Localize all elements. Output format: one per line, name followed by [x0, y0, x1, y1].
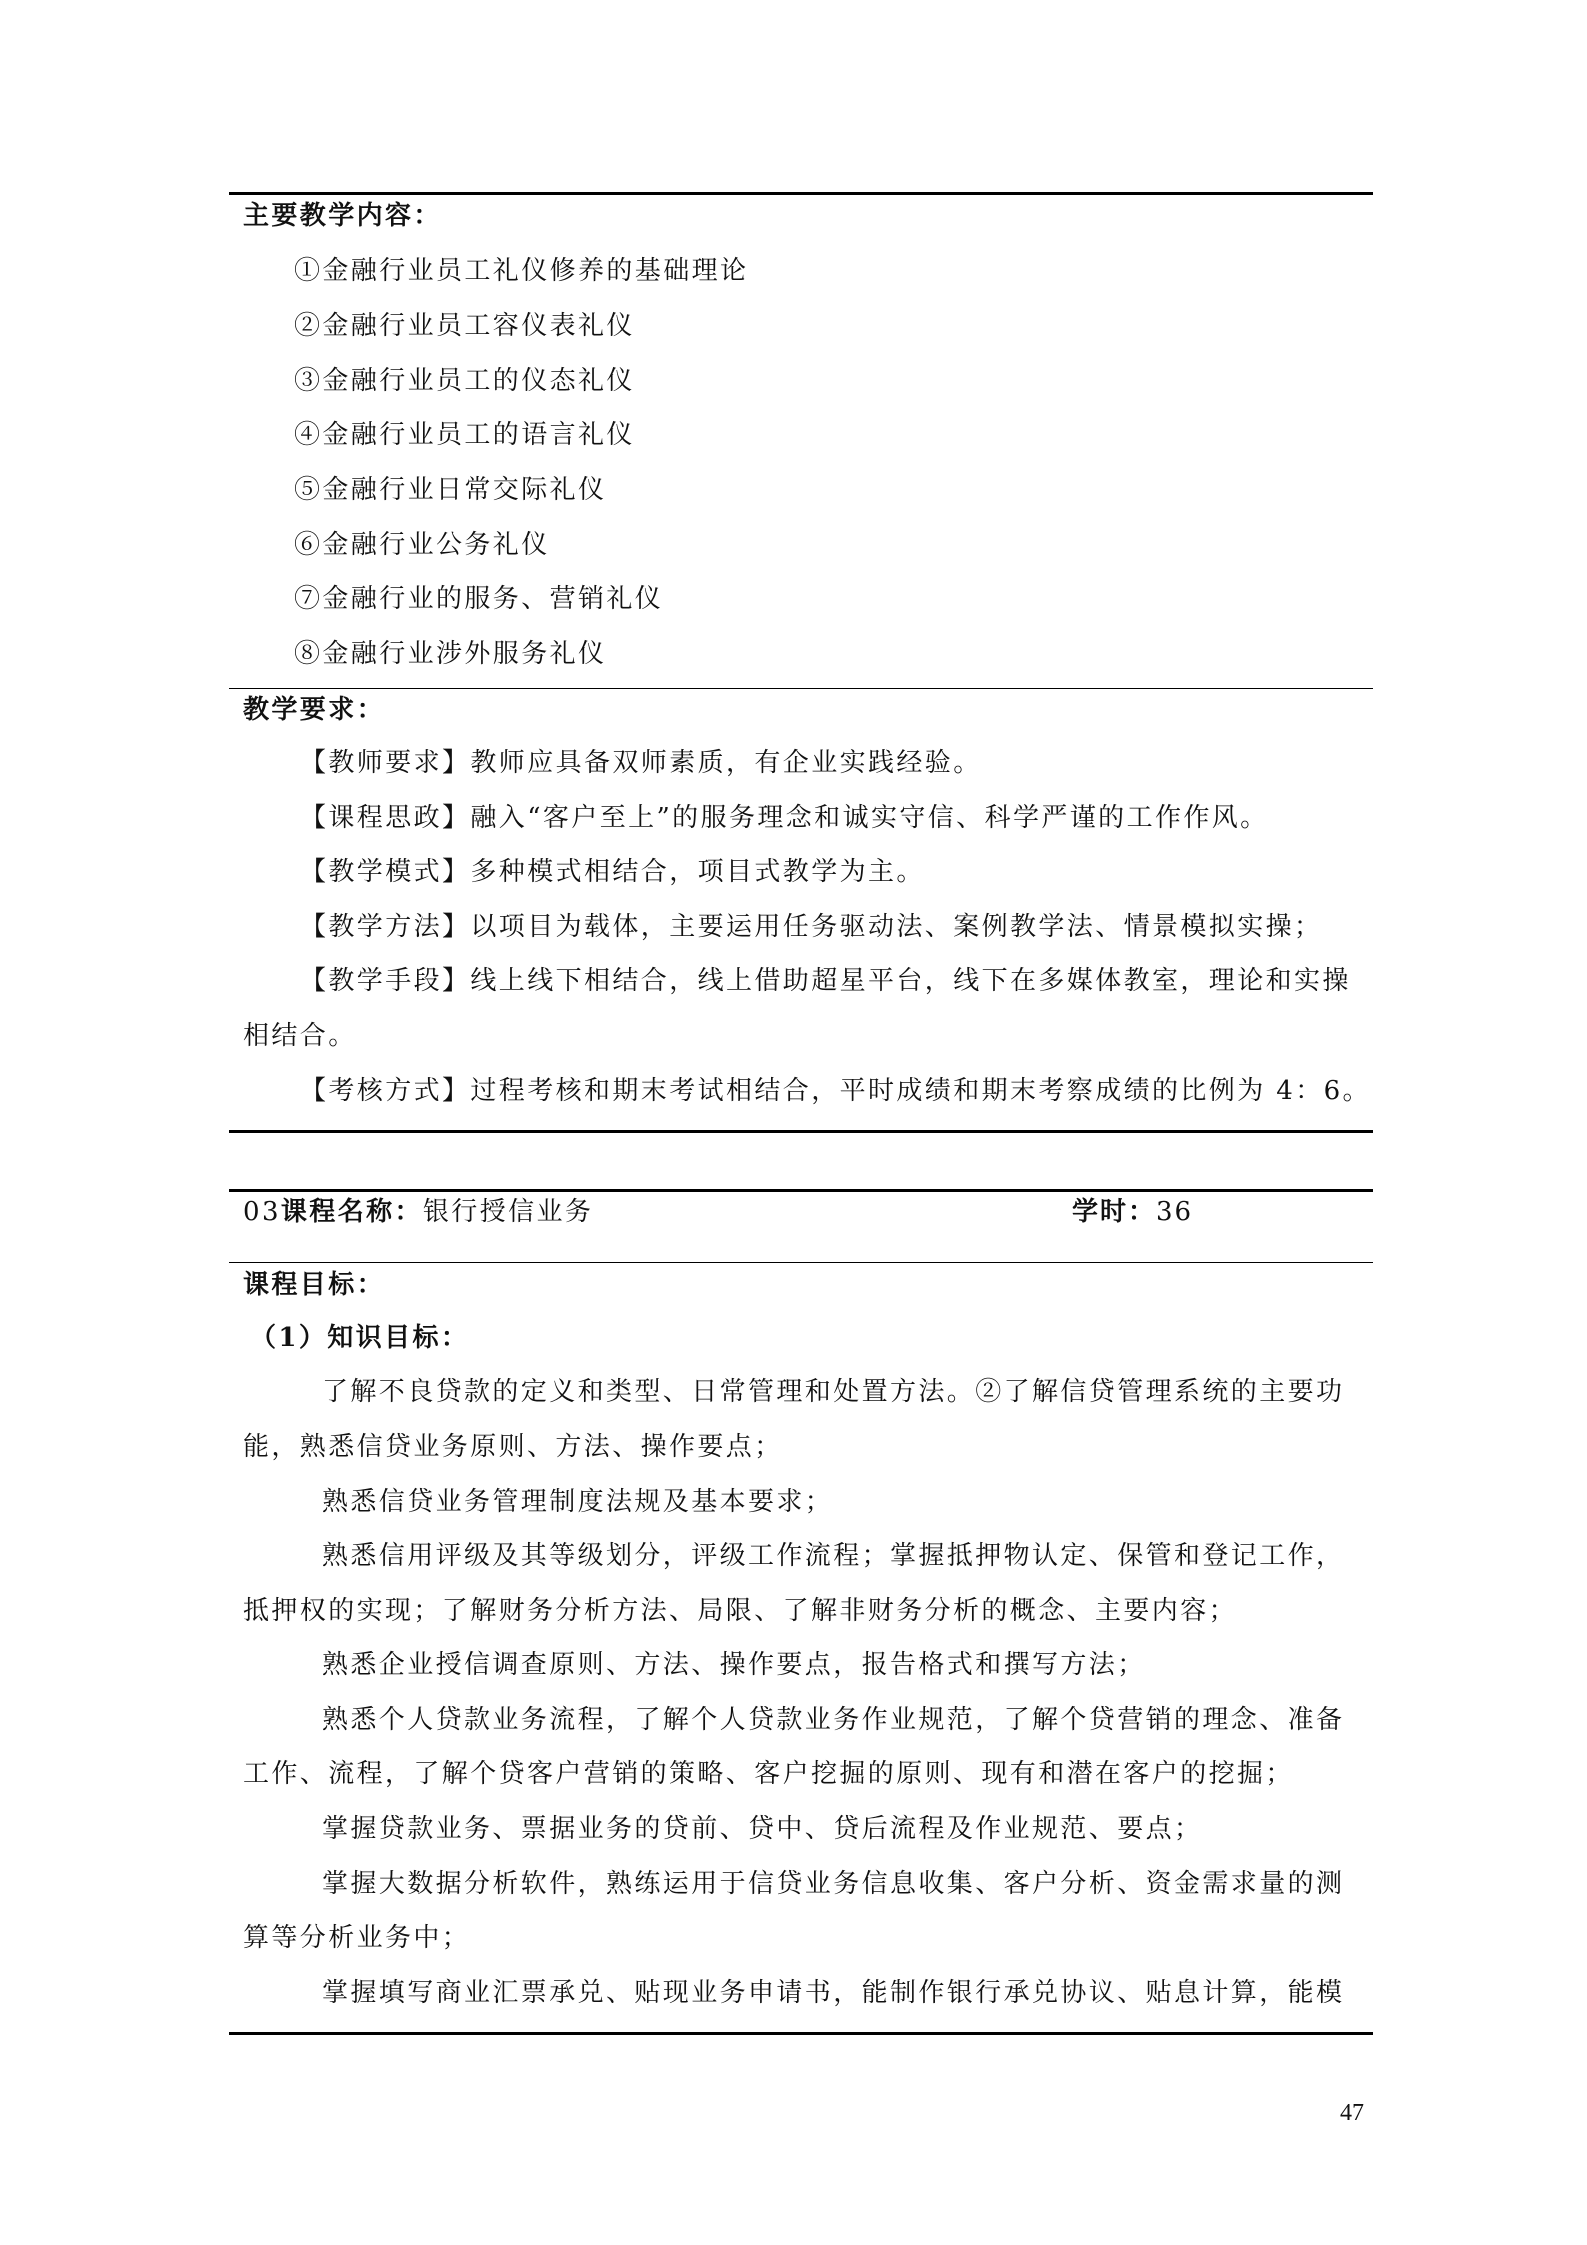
knowledge-line: 熟悉个人贷款业务流程，了解个人贷款业务作业规范，了解个贷营销的理念、准备: [322, 1705, 1345, 1735]
content-item: ③金融行业员工的仪态礼仪: [294, 366, 635, 396]
knowledge-line: 掌握填写商业汇票承兑、贴现业务申请书，能制作银行承兑协议、贴息计算，能模: [322, 1978, 1345, 2008]
course-top-rule: [229, 1189, 1373, 1192]
content-item: ⑧金融行业涉外服务礼仪: [294, 639, 607, 669]
content-heading: 主要教学内容：: [243, 201, 442, 231]
knowledge-line: 熟悉信用评级及其等级划分，评级工作流程；掌握抵押物认定、保管和登记工作，: [322, 1541, 1345, 1571]
requirement-line: 【教师要求】教师应具备双师素质，有企业实践经验。: [300, 748, 982, 778]
knowledge-line: 工作、流程，了解个贷客户营销的策略、客户挖掘的原则、现有和潜在客户的挖掘；: [243, 1759, 1294, 1789]
hours-value: 36: [1156, 1197, 1194, 1227]
content-item: ②金融行业员工容仪表礼仪: [294, 311, 635, 341]
bottom-rule: [229, 2032, 1373, 2035]
content-item: ④金融行业员工的语言礼仪: [294, 420, 635, 450]
content-item: ⑦金融行业的服务、营销礼仪: [294, 584, 664, 614]
page-number: 47: [1340, 2100, 1364, 2126]
content-item: ⑤金融行业日常交际礼仪: [294, 475, 607, 505]
requirement-line: 【考核方式】过程考核和期末考试相结合，平时成绩和期末考察成绩的比例为 4：6。: [300, 1076, 1371, 1106]
course-number: 03: [243, 1197, 281, 1227]
knowledge-line: 抵押权的实现；了解财务分析方法、局限、了解非财务分析的概念、主要内容；: [243, 1596, 1238, 1626]
knowledge-line: 掌握贷款业务、票据业务的贷前、贷中、贷后流程及作业规范、要点；: [322, 1814, 1203, 1844]
content-item: ⑥金融行业公务礼仪: [294, 530, 550, 560]
knowledge-line: 算等分析业务中；: [243, 1923, 471, 1953]
content-item: ①金融行业员工礼仪修养的基础理论: [294, 256, 749, 286]
course-name: 银行授信业务: [422, 1197, 594, 1227]
requirements-heading: 教学要求：: [243, 695, 386, 725]
goal-heading: 课程目标：: [243, 1270, 386, 1300]
knowledge-line: 熟悉企业授信调查原则、方法、操作要点，报告格式和撰写方法；: [322, 1650, 1146, 1680]
requirement-line: 【教学方法】以项目为载体，主要运用任务驱动法、案例教学法、情景模拟实操；: [300, 912, 1323, 942]
requirement-line: 相结合。: [243, 1021, 357, 1051]
course-name-label: 课程名称：: [280, 1197, 423, 1227]
requirement-line: 【教学手段】线上线下相结合，线上借助超星平台，线下在多媒体教室，理论和实操: [300, 966, 1351, 996]
knowledge-line: 能，熟悉信贷业务原则、方法、操作要点；: [243, 1432, 783, 1462]
hours-label: 学时：: [1072, 1197, 1157, 1227]
knowledge-line: 掌握大数据分析软件，熟练运用于信贷业务信息收集、客户分析、资金需求量的测: [322, 1869, 1345, 1899]
top-rule: [229, 192, 1373, 195]
knowledge-line: 熟悉信贷业务管理制度法规及基本要求；: [322, 1487, 834, 1517]
course-header-divider: [229, 1262, 1373, 1263]
requirement-line: 【教学模式】多种模式相结合，项目式教学为主。: [300, 857, 925, 887]
section-divider: [229, 688, 1373, 689]
course-hours: [1072, 1196, 1372, 1228]
knowledge-line: 了解不良贷款的定义和类型、日常管理和处置方法。②了解信贷管理系统的主要功: [322, 1377, 1345, 1407]
requirement-line: 【课程思政】融入“客户至上”的服务理念和诚实守信、科学严谨的工作作风。: [300, 803, 1269, 833]
knowledge-heading: （1）知识目标：: [250, 1323, 470, 1353]
section-end-rule: [229, 1130, 1373, 1133]
